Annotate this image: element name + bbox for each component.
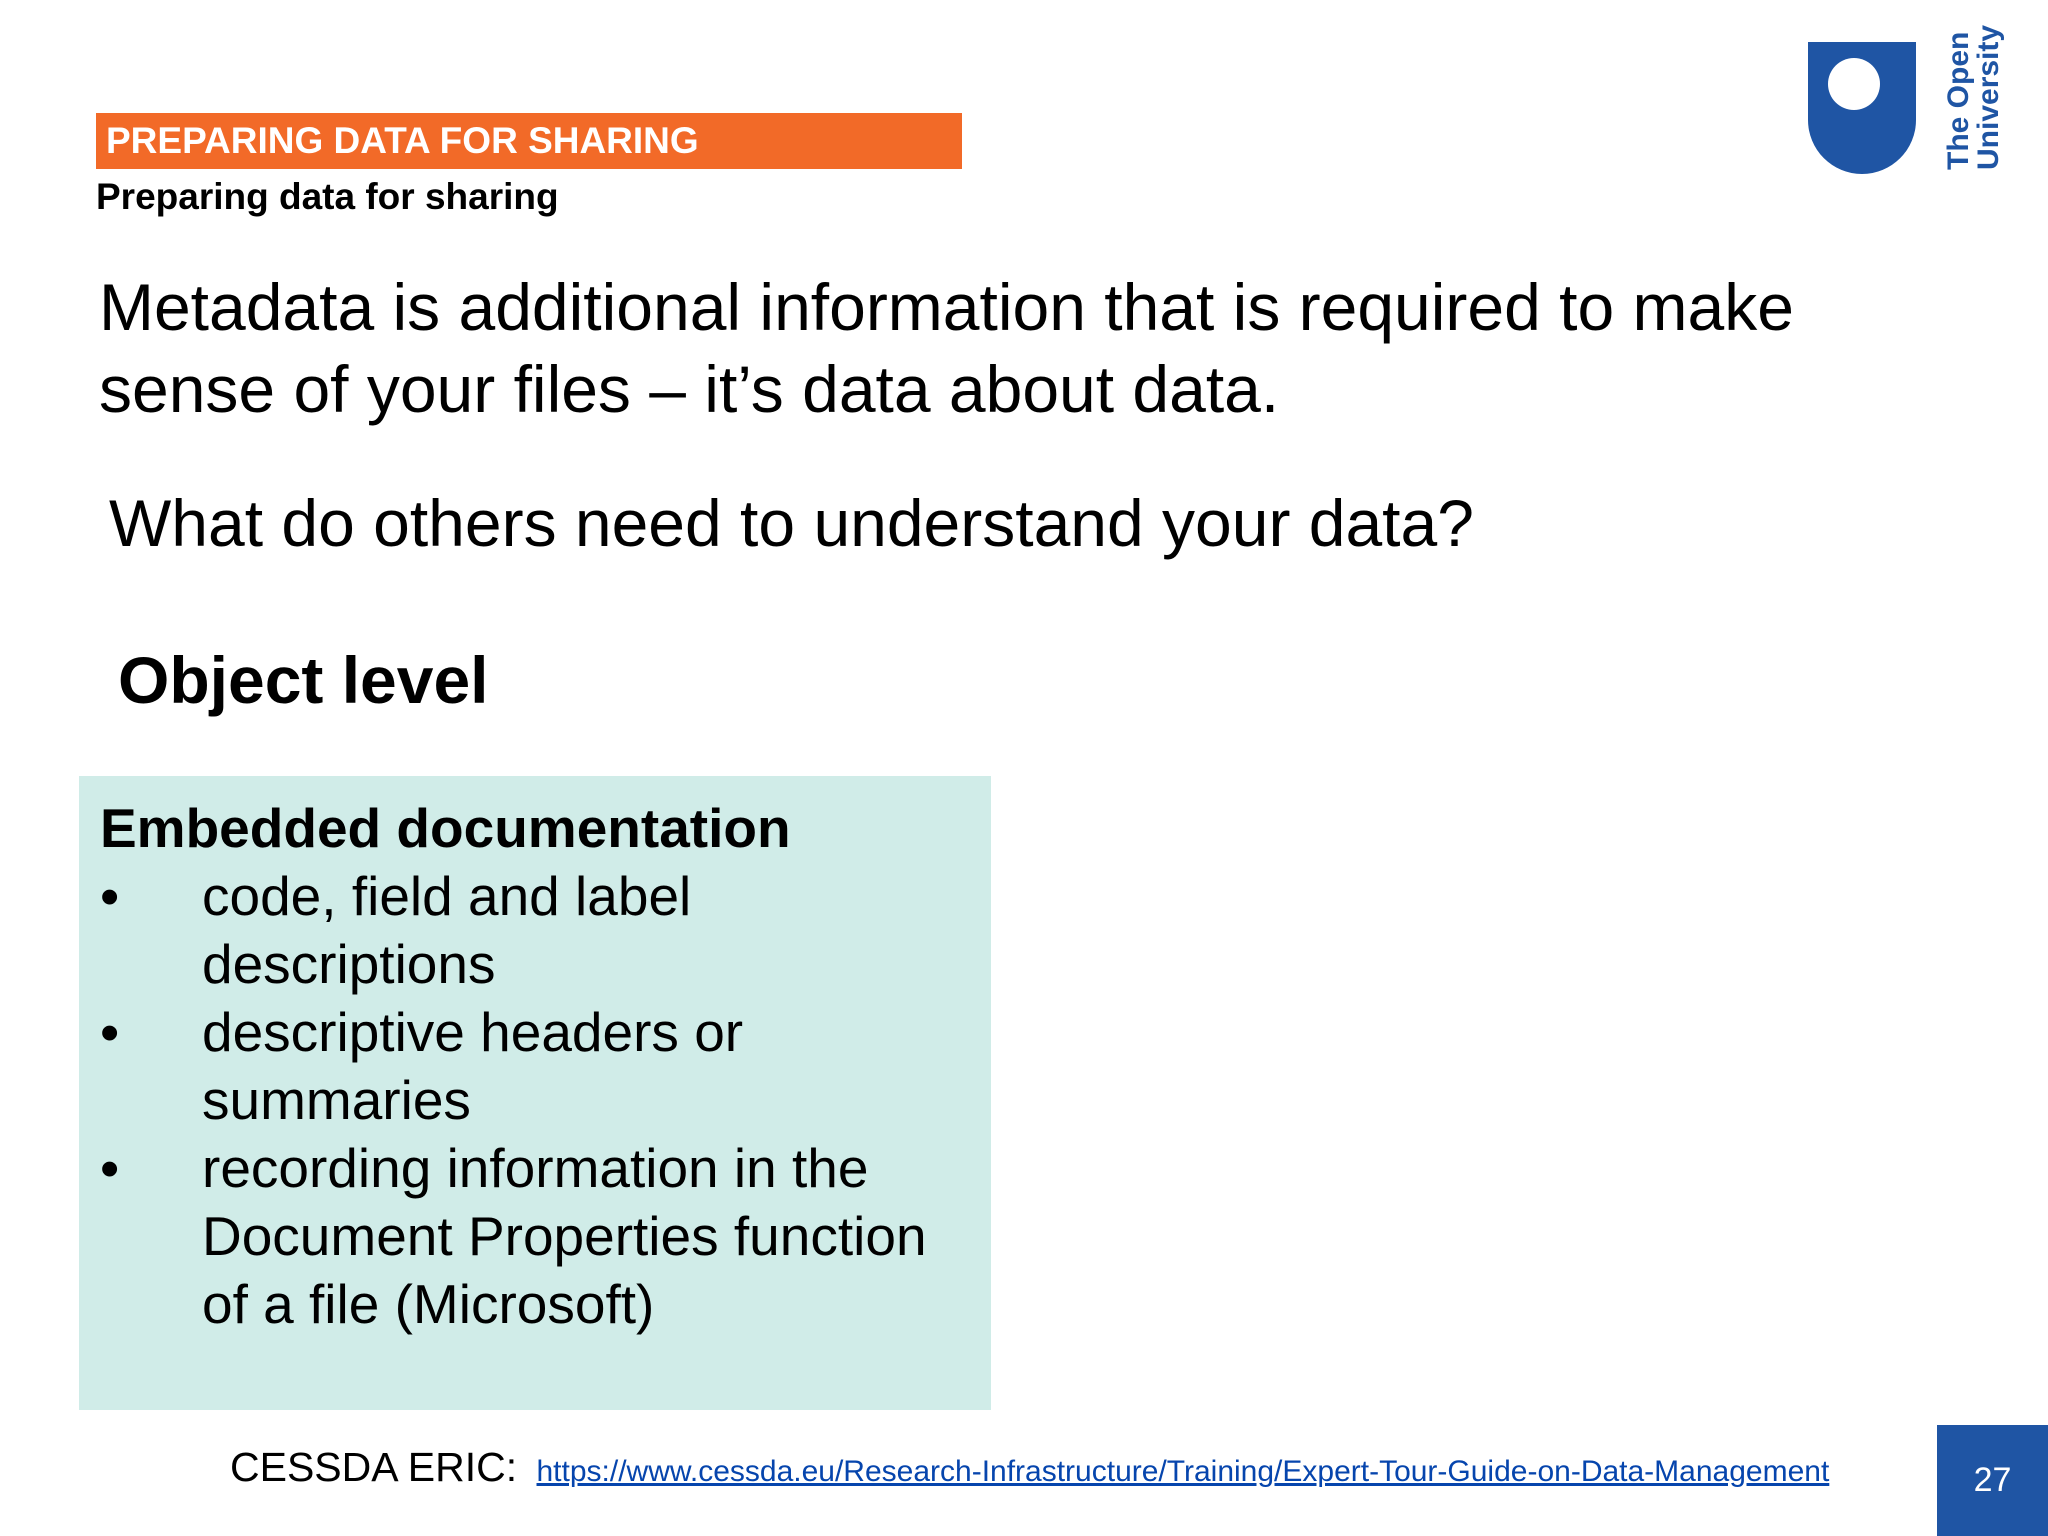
list-item [100, 1134, 980, 1338]
intro-paragraph: Metadata is additional information that is required to make sense of your files – it’s data about data. [99, 270, 1794, 426]
list-item-text: descriptive headers or summaries [202, 1001, 744, 1131]
source-label: CESSDA ERIC: [230, 1444, 518, 1490]
embedded-documentation-heading: Embedded documentation [100, 797, 791, 859]
source-footer [230, 1444, 1829, 1491]
object-level-heading: Object level [118, 643, 489, 717]
list-item [100, 862, 980, 998]
list-item-text: recording information in the Document Properties function of a file (Microsoft) [202, 1137, 927, 1335]
page-number-badge: 27 [1937, 1425, 2048, 1536]
question-text: What do others need to understand your data? [109, 486, 1474, 560]
slide-subtitle: Preparing data for sharing [96, 176, 559, 217]
bullet-icon: • [100, 1137, 120, 1199]
section-banner: PREPARING DATA FOR SHARING [96, 113, 962, 169]
logo-text-line1: The Open [1942, 31, 1975, 170]
embedded-documentation-box [79, 776, 991, 1410]
ou-shield-hole [1828, 58, 1880, 110]
bullet-icon: • [100, 865, 120, 927]
source-link[interactable]: https://www.cessda.eu/Research-Infrastructure/Training/Expert-Tour-Guide-on-Data-Management [536, 1455, 1830, 1488]
list-item-text: code, field and label descriptions [202, 865, 692, 995]
list-item [100, 998, 980, 1134]
bullet-icon: • [100, 1001, 120, 1063]
embedded-documentation-list [100, 862, 980, 1338]
logo-text-line2: University [1972, 24, 2005, 170]
open-university-logo-icon [1808, 24, 2005, 174]
